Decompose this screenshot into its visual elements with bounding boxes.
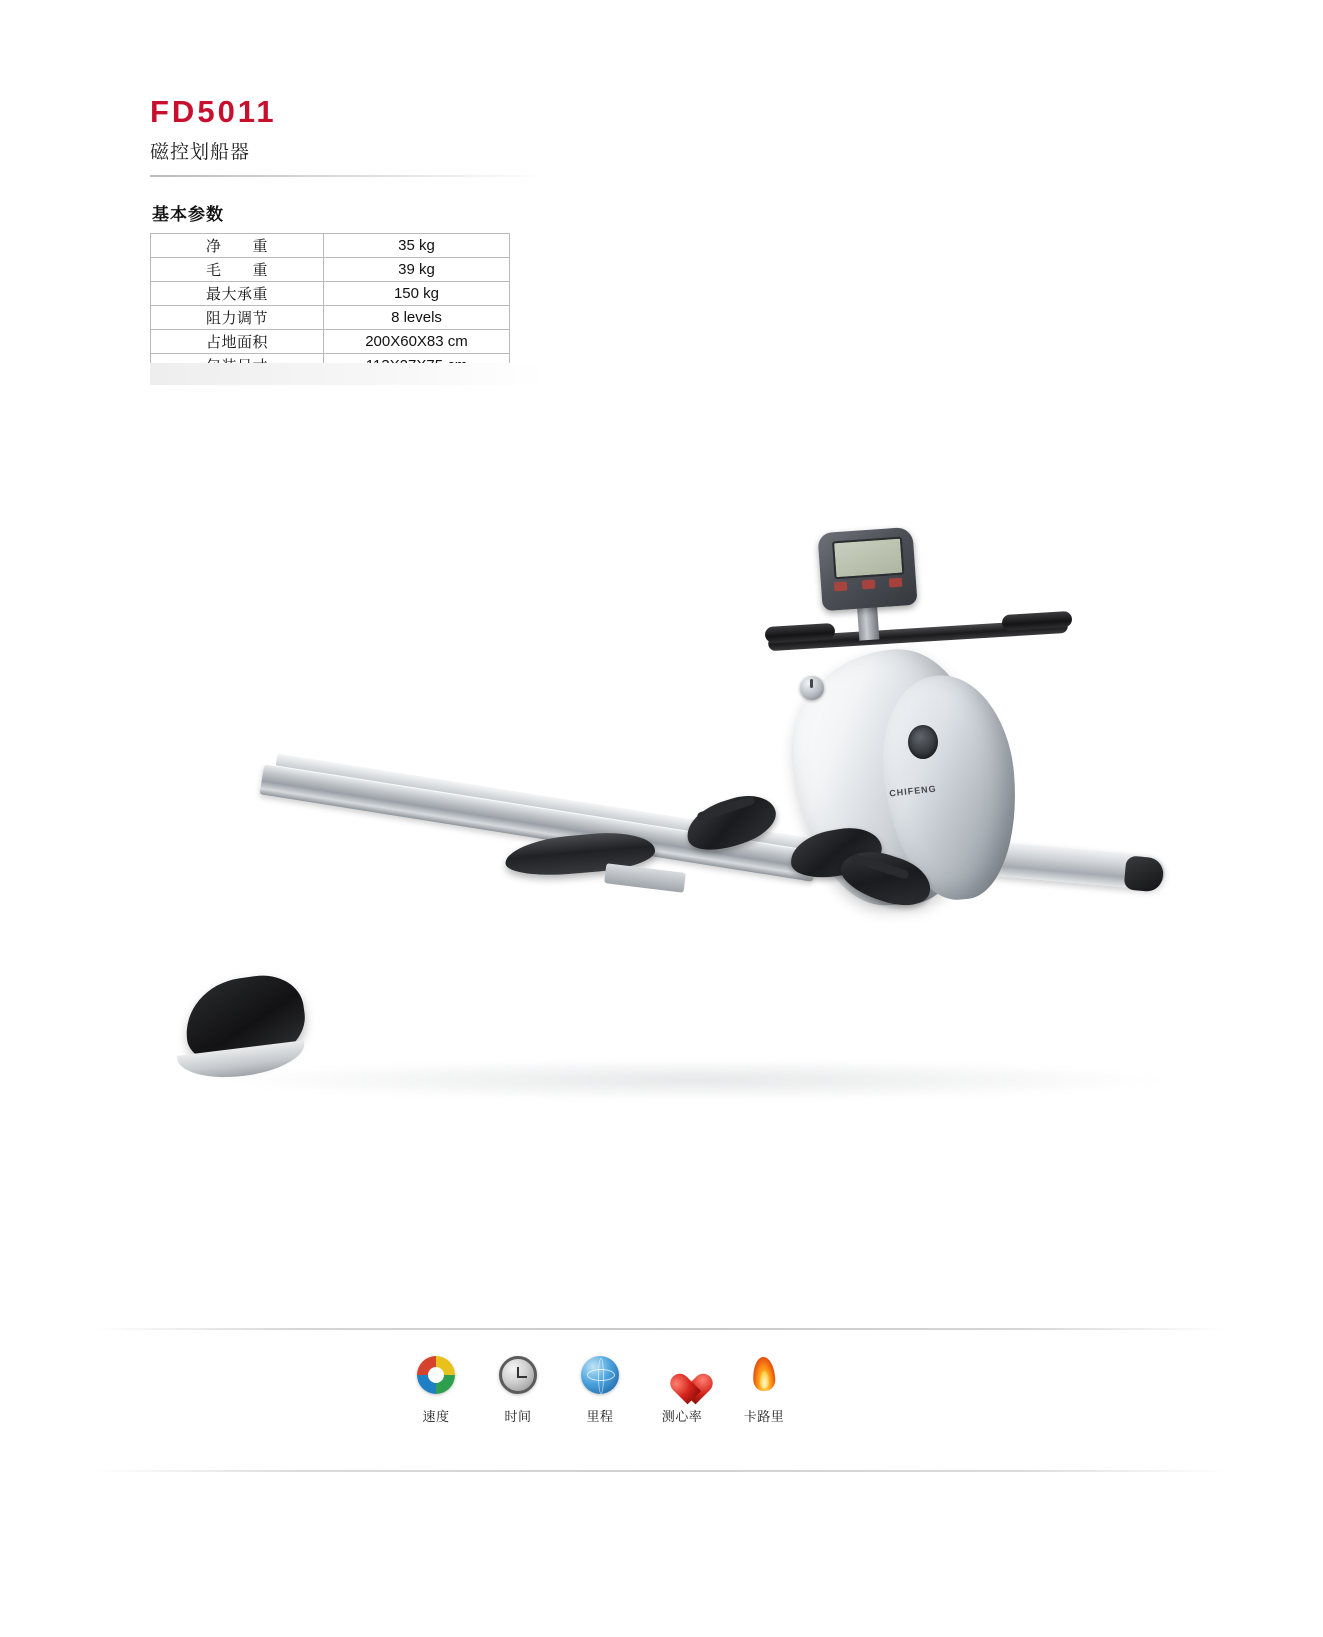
console-button	[861, 580, 875, 590]
specifications-title: 基本参数	[152, 205, 224, 224]
tension-knob	[800, 676, 824, 700]
model-name: 磁控划船器	[150, 142, 251, 164]
specifications-block	[150, 200, 515, 378]
globe-icon	[564, 1352, 636, 1398]
spec-underlay-band	[150, 363, 545, 385]
spec-value: 35 kg	[324, 234, 510, 258]
spec-label: 阻力调节	[151, 306, 324, 330]
spec-label: 最大承重	[151, 282, 324, 306]
product-image	[140, 500, 1180, 1140]
table-row	[151, 282, 510, 306]
feature-item	[482, 1352, 554, 1425]
feature-item	[564, 1352, 636, 1425]
table-row	[151, 258, 510, 282]
feature-strip	[400, 1352, 800, 1425]
footer-divider-top	[95, 1328, 1225, 1330]
table-row	[151, 234, 510, 258]
seat-carriage	[604, 863, 686, 893]
housing-vent-icon	[908, 725, 938, 759]
spec-value: 200X60X83 cm	[324, 330, 510, 354]
feature-label: 卡路里	[743, 1409, 785, 1424]
console-button	[889, 578, 903, 588]
clock-icon	[482, 1352, 554, 1398]
flame-icon	[728, 1352, 800, 1398]
spec-label: 毛 重	[151, 258, 324, 282]
speed-icon	[400, 1352, 472, 1398]
spec-value: 8 levels	[324, 306, 510, 330]
table-row	[151, 306, 510, 330]
feature-label: 里程	[586, 1409, 614, 1424]
feature-label: 速度	[422, 1409, 450, 1424]
table-row	[151, 330, 510, 354]
spec-value: 150 kg	[324, 282, 510, 306]
product-shadow	[230, 1060, 1160, 1100]
feature-label: 测心率	[661, 1409, 703, 1424]
console-display-screen	[832, 537, 904, 580]
rear-end-cap	[1124, 855, 1165, 892]
spec-value: 39 kg	[324, 258, 510, 282]
console-buttons	[834, 578, 903, 594]
product-header	[150, 95, 570, 164]
feature-item	[646, 1352, 718, 1425]
feature-item	[728, 1352, 800, 1425]
spec-label: 占地面积	[151, 330, 324, 354]
feature-label: 时间	[504, 1409, 532, 1424]
console-monitor	[817, 527, 917, 611]
spec-label: 净 重	[151, 234, 324, 258]
footer-divider-bottom	[95, 1470, 1225, 1472]
specifications-table	[150, 233, 510, 378]
heart-icon	[646, 1352, 718, 1398]
brand-plate: CHIFENG	[888, 783, 938, 799]
console-button	[834, 581, 848, 591]
header-divider	[150, 175, 545, 177]
model-code: FD5011	[150, 94, 277, 129]
feature-item	[400, 1352, 472, 1425]
